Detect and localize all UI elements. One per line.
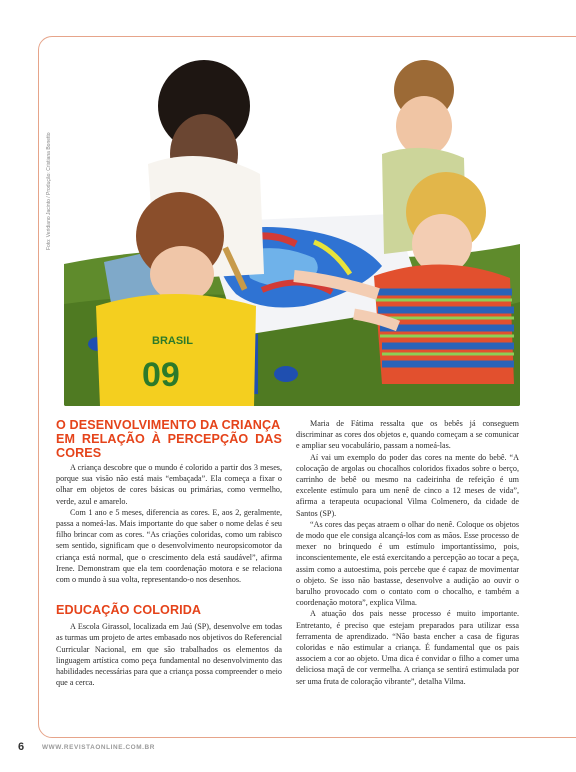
- article-photo: [64, 44, 520, 406]
- section-heading-colorful-education: EDUCAÇÃO COLORIDA: [56, 603, 202, 618]
- heading-line-1: O DESENVOLVIMENTO DA CRIANÇA: [56, 418, 281, 432]
- paragraph: “As cores das peças atraem o olhar do nenê. Coloque os objetos de modo que ele consiga alcançá-los com as mãos. Esse processo de mexer no brinquedo é um estímulo importantíssimo, pois, inconscientemente, ele está exercitando a percepção ao tocar a peça, assim como a autoestima, pois percebe que é capaz de movimentar o objeto. Se isso não bastasse, desenvolve a audição ao ouvir o barulho provocado com o contato com o chocalho, e também a coordenação motora”, explica Vilma.: [296, 519, 519, 608]
- shirt-text: BRASIL: [152, 335, 193, 347]
- article-left-column: [56, 418, 282, 688]
- paragraph: A Escola Girassol, localizada em Jaú (SP), desenvolve em todas as turmas um projeto de artes embasado nos objetivos do Referencial Curricular Nacional, em que são trabalhados os elementos da linguagem artística como peça fundamental no desenvolvimento das habilidades necessárias para que a criança possa compreender o meio que a cerca.: [56, 622, 282, 688]
- paragraph: Com 1 ano e 5 meses, diferencia as cores. E, aos 2, geralmente, passa a nomeá-las. Mais importante do que saber o nome delas é seu filho brincar com as cores. “As criações coloridas, como um rabisco sem sentido, significam que o desenvolvimento neuropsicomotor da criança está normal, que o crescimento dela está saudável”, afirma Irene. Demonstram que ela tem coordenação motora e se relaciona com o mundo à sua volta, representando-o nos desenhos.: [56, 507, 282, 585]
- paragraph: A criança descobre que o mundo é colorido a partir dos 3 meses, porque sua visão não está mais “embaçada”. Ela começa a fixar o olhar em objetos de cores básicas ou primárias, como vermelho, verde, azul e amarelo.: [56, 463, 282, 506]
- paragraph: Maria de Fátima ressalta que os bebês já conseguem discriminar as cores dos objetos e, quando começam a se comunicar e ampliar seu vocabulário, passam a nomeá-las.: [296, 419, 519, 451]
- photo-credit: Foto: Veridiano Jacinto / Produção: Cristiana Bonetto: [46, 132, 52, 250]
- heading-line-2: EM RELAÇÃO À PERCEPÇÃO DAS CORES: [56, 432, 282, 460]
- website-link[interactable]: WWW.REVISTAONLINE.COM.BR: [42, 744, 155, 751]
- article-right-column: [296, 418, 519, 687]
- children-painting-illustration: [64, 44, 520, 406]
- shirt-number: 09: [142, 356, 180, 394]
- section-heading-color-perception: [56, 418, 282, 460]
- paragraph: A atuação dos pais nesse processo é muito importante. Entretanto, é preciso que estejam preparados para utilizar essa ferramenta de aprendizado. “Não basta encher a casa de figuras coloridas e não estimular a criança. É fundamental que os pais associem a cor ao objeto. Uma dica é convidar o filho a comer uma deliciosa maçã de cor vermelha. A criança se sentirá estimulada por ser uma fruta de coloração vibrante”, detalha Vilma.: [296, 609, 519, 686]
- paragraph: Aí vai um exemplo do poder das cores na mente do bebê. “A colocação de argolas ou chocalhos coloridos fixados sobre o berço, carrinho de bebê ou mesmo na cadeirinha de refeição é um excelente estímulo para um nenê de cinco a 12 meses de vida”, afirma a terapeuta ocupacional Vilma Colmenero, da cidade de Santos (SP).: [296, 452, 519, 518]
- page-number: 6: [18, 741, 25, 753]
